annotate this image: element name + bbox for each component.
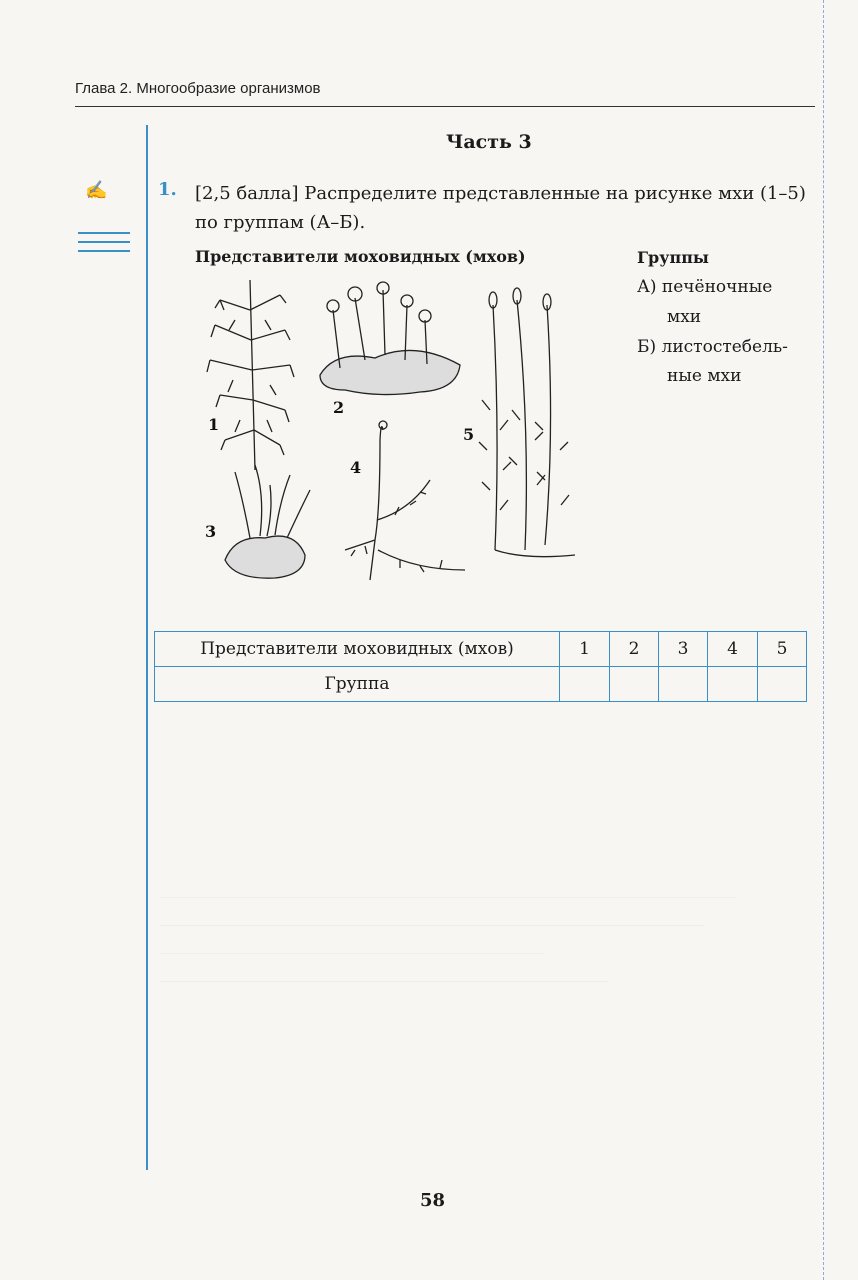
table-row	[155, 667, 807, 702]
illustration-caption: Представители моховидных (мхов)	[195, 247, 526, 266]
pencil-icon: ✍	[85, 180, 108, 201]
group-a-line2: мхи	[667, 307, 702, 327]
header-rule	[75, 106, 815, 107]
moss-label-1: 1	[208, 415, 220, 434]
moss-label-3: 3	[205, 522, 217, 541]
table-column-4: 4	[708, 632, 758, 667]
moss-2-drawing	[320, 282, 460, 395]
table-row	[155, 632, 807, 667]
answer-cell-1[interactable]	[560, 667, 610, 702]
group-b-line2: ные мхи	[667, 366, 742, 386]
moss-label-5: 5	[463, 425, 475, 444]
answer-table	[154, 631, 807, 702]
moss-label-2: 2	[333, 398, 345, 417]
group-a-line1: А) печёночные	[637, 277, 773, 297]
answer-lines-icon	[78, 241, 130, 243]
group-b-line1: Б) листостебель-	[637, 337, 788, 357]
moss-1-drawing	[207, 280, 294, 470]
answer-cell-3[interactable]	[659, 667, 708, 702]
table-row-label: Группа	[155, 667, 560, 702]
table-column-3: 3	[659, 632, 708, 667]
answer-lines-icon	[78, 250, 130, 252]
page-number: 58	[420, 1190, 446, 1211]
moss-label-4: 4	[350, 458, 362, 477]
page-edge-dashed-line	[823, 0, 824, 1280]
margin-rule	[146, 125, 148, 1170]
groups-title: Группы	[637, 248, 709, 267]
task-text: [2,5 балла] Распределите представленные на рисунке мхи (1–5) по группам (А–Б).	[195, 183, 806, 233]
table-column-5: 5	[758, 632, 807, 667]
answer-cell-5[interactable]	[758, 667, 807, 702]
table-header-label: Представители моховидных (мхов)	[155, 632, 560, 667]
chapter-header: Глава 2. Многообразие организмов	[75, 80, 321, 97]
part-title: Часть 3	[446, 131, 532, 153]
answer-cell-2[interactable]	[610, 667, 659, 702]
task-number: 1.	[158, 179, 177, 200]
bleed-through-background	[160, 880, 800, 998]
table-column-1: 1	[560, 632, 610, 667]
moss-illustration	[195, 280, 615, 600]
answer-lines-icon	[78, 232, 130, 234]
moss-3-drawing	[225, 465, 310, 578]
table-column-2: 2	[610, 632, 659, 667]
moss-4-drawing	[345, 421, 465, 580]
moss-5-drawing	[479, 288, 575, 557]
answer-cell-4[interactable]	[708, 667, 758, 702]
